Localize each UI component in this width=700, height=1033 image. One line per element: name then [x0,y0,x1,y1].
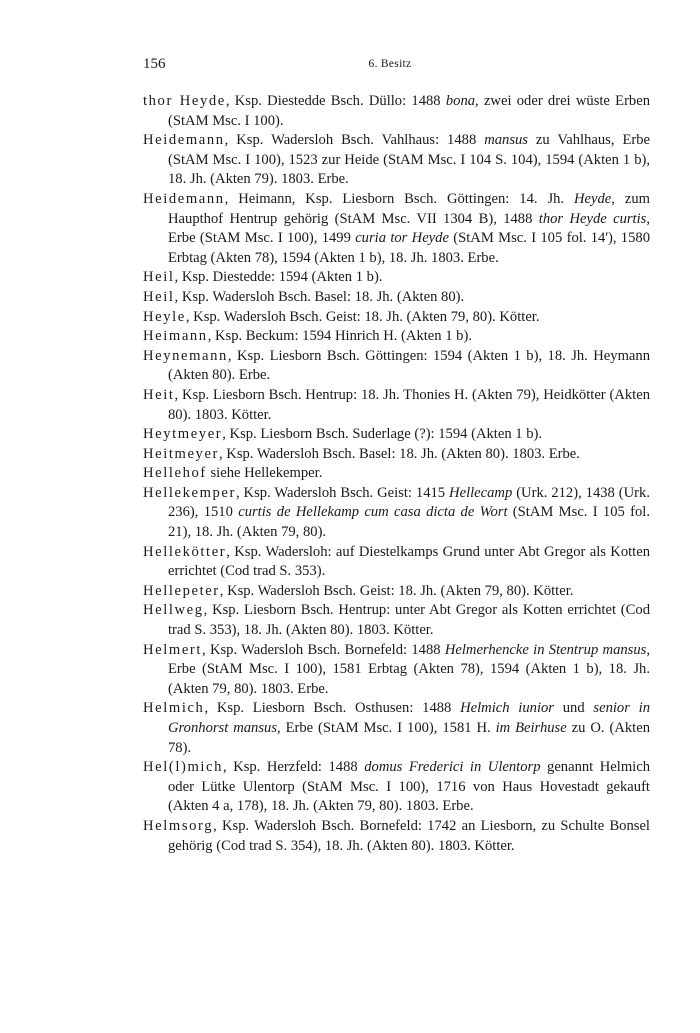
entry-text: , Ksp. Liesborn Bsch. Osthusen: 1488 [204,700,461,717]
index-entry [143,582,650,602]
entry-text: , zwei oder drei wüste Erben (StAM Msc. I 100). [168,93,651,129]
entry-keyword: Heyle [143,308,186,325]
entry-text: , Ksp. Wadersloh Bsch. Geist: 18. Jh. (Akten 79, 80). Kötter. [219,582,574,599]
index-entry [143,817,650,856]
entry-text: , Ksp. Wadersloh Bsch. Geist: 18. Jh. (Akten 79, 80). Kötter. [185,308,540,325]
entry-latin-term: Hellecamp [449,484,513,501]
entry-keyword: Heitmeyer [143,445,219,462]
entry-text: , Ksp. Liesborn Bsch. Suderlage (?): 1594 (Akten 1 b). [222,426,543,443]
running-head: 6. Besitz [368,58,412,70]
entry-text: , Erbe (StAM Msc. I 100), 1581 H. [277,720,496,736]
entry-text: , Ksp. Wadersloh Bsch. Vahlhaus: 1488 [224,132,485,149]
entry-keyword: Hellweg [143,602,204,619]
entry-text: (StAM Msc. I 105 fol. 14'), 1580 Erbtag (Akten 78), 1594 (Akten 1 b), 18. Jh. 1803. Erbe. [168,230,650,266]
index-entry [143,758,650,817]
entry-text: (Urk. 212), 1438 (Urk. 236), 1510 [168,484,650,521]
entry-latin-term: curia tor Heyde [355,230,449,247]
entry-keyword: Heidemann [143,132,225,149]
index-entry [143,327,650,347]
entry-text: , Ksp. Diestedde: 1594 (Akten 1 b). [174,269,383,286]
entry-text: genannt Helmich oder Lütke Ulentorp (StAM Msc. I 100), 1716 von Haus Hovestadt gekauft (Akten 4 a, 178), 18. Jh. (Akten 79, 80). 1803. Erbe. [168,759,651,815]
index-entry [143,131,650,190]
entry-text: , Ksp. Herzfeld: 1488 [223,759,365,776]
entry-latin-term: Helmich iunior [460,700,554,717]
entry-text: , Ksp. Beckum: 1594 Hinrich H. (Akten 1 b). [207,328,472,345]
entry-keyword: Helmert [143,641,203,658]
entry-latin-term: mansus [484,132,528,149]
entry-keyword: Hel(l)mich [143,759,224,776]
entry-latin-term: im Beirhuse [495,720,567,736]
index-entry [143,288,650,308]
entry-keyword: Helmich [143,700,205,717]
entry-text: zu O. (Akten 78). [168,720,650,756]
entry-latin-term: bona [445,93,476,109]
index-entry [143,386,650,425]
entry-text: zu Vahlhaus, Erbe (StAM Msc. I 100), 1523 zur Heide (StAM Msc. I 104 S. 104), 1594 (Akten 1 b), 18. Jh. (Akten 79). 1803. Erbe. [168,132,650,188]
entry-text: , Ksp. Wadersloh Bsch. Bornefeld: 1488 [202,641,445,658]
entry-keyword: Helmsorg [143,817,214,834]
entry-text: , Ksp. Wadersloh Bsch. Bornefeld: 1742 an Liesborn, zu Schulte Bonsel gehörig (Cod trad S. 354), 18. Jh. (Akten 80). 1803. Kötter. [168,817,650,854]
index-entry [143,699,650,758]
index-entry [143,308,650,328]
entry-list [143,92,650,856]
index-entry [143,190,650,268]
entry-latin-term: senior in Gronhorst mansus [168,700,651,736]
entry-text: siehe Hellekemper. [206,465,323,482]
entry-text: , Ksp. Liesborn Bsch. Hentrup: unter Abt Gregor als Kotten errichtet (Cod trad S. 353), 18. Jh. (Akten 80). 1803. Kötter. [168,602,650,639]
entry-latin-term: Helmerhencke in Stentrup mansus [444,641,647,658]
entry-latin-term: domus Frederici in Ulentorp [364,759,541,776]
index-entry [143,641,650,700]
index-entry [143,445,650,465]
entry-text: , Heimann, Ksp. Liesborn Bsch. Göttingen: 14. Jh. [224,190,574,207]
entry-text: (StAM Msc. I 105 fol. 21), 18. Jh. (Akten 79, 80). [168,504,650,541]
entry-keyword: Hellehof [143,465,207,482]
entry-text: , Ksp. Liesborn Bsch. Hentrup: 18. Jh. Thonies H. (Akten 79), Heidkötter (Akten 80). 1803. Kötter. [168,386,650,423]
entry-keyword: Heimann [143,328,208,345]
index-entry [143,601,650,640]
entry-text: , Ksp. Wadersloh: auf Diestelkamps Grund unter Abt Gregor als Kotten errichtet (Cod trad S. 353). [168,543,650,580]
entry-keyword: Hellekemper [143,484,236,501]
entry-text: , Ksp. Wadersloh Bsch. Geist: 1415 [235,484,450,501]
index-entry [143,543,650,582]
entry-latin-term: Heyde [574,190,612,207]
entry-keyword: Heidemann [143,190,225,207]
entry-text: , Ksp. Wadersloh Bsch. Basel: 18. Jh. (Akten 80). 1803. Erbe. [219,445,580,462]
entry-text: , Erbe (StAM Msc. I 100), 1499 [168,210,650,247]
entry-keyword: Hellepeter [143,582,220,599]
entry-keyword: Heit [143,386,175,403]
entry-text: und [554,700,594,717]
entry-text: , Erbe (StAM Msc. I 100), 1581 Erbtag (Akten 78), 1594 (Akten 1 b), 18. Jh. (Akten 79, 80). 1803. Erbe. [168,641,650,697]
index-entry [143,92,650,131]
index-entry [143,425,650,445]
entry-text: , Ksp. Diestedde Bsch. Düllo: 1488 [225,93,446,109]
index-entry [143,268,650,288]
entry-latin-term: curtis de Hellekamp cum casa dicta de Wort [238,504,508,521]
entry-keyword: thor Heyde [143,93,226,109]
index-entry [143,484,650,543]
entry-keyword: Heil [143,269,175,286]
entry-text: , Ksp. Wadersloh Bsch. Basel: 18. Jh. (Akten 80). [174,288,465,305]
entry-text: , Ksp. Liesborn Bsch. Göttingen: 1594 (Akten 1 b), 18. Jh. Heymann (Akten 80). Erbe. [168,347,650,384]
entry-keyword: Heytmeyer [143,426,223,443]
index-entry [143,464,650,484]
entry-keyword: Heil [143,288,175,305]
entry-keyword: Hellekötter [143,543,227,560]
page-number: 156 [143,56,166,72]
entry-latin-term: thor Heyde curtis [538,210,647,227]
entry-text: , zum Haupthof Hentrup gehörig (StAM Msc. VII 1304 B), 1488 [168,190,650,227]
index-entry [143,347,650,386]
entry-keyword: Heynemann [143,347,228,364]
